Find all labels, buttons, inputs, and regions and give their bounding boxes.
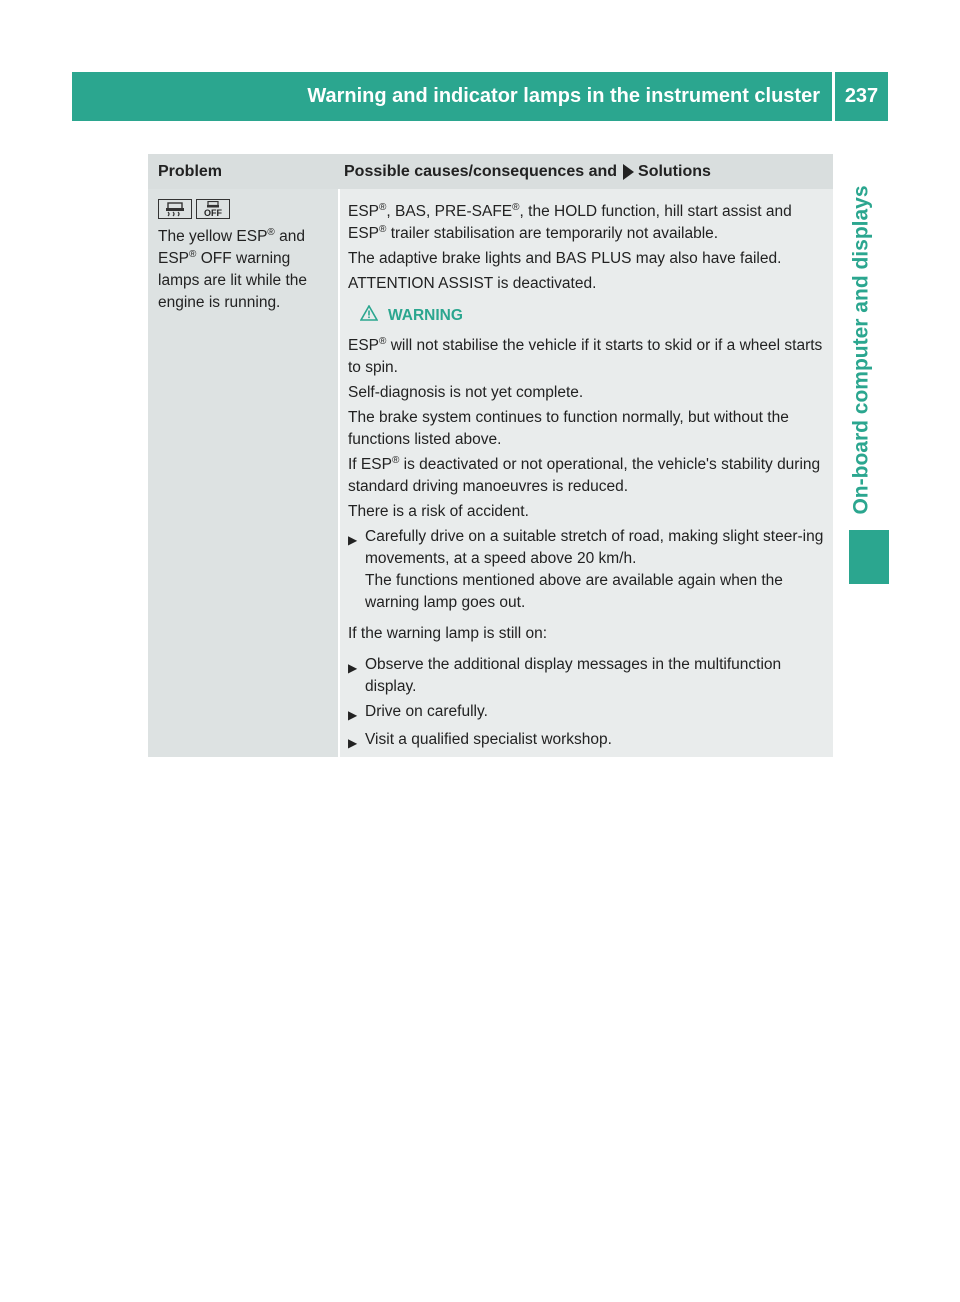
solution-para-9: If the warning lamp is still on: (348, 625, 548, 642)
esp-warning-lamp-icon (158, 199, 192, 219)
page-header-bar (72, 72, 832, 121)
problem-line-2: ESP® OFF warning (158, 248, 291, 267)
page-number: 237 (835, 72, 888, 121)
problem-line-4: engine is running. (158, 294, 281, 311)
side-tab (845, 165, 879, 535)
header-problem: Problem (158, 162, 223, 180)
table-row (148, 189, 833, 757)
side-tab-marker (849, 530, 889, 584)
warning-triangle-icon (360, 305, 378, 327)
warning-heading: WARNING (348, 305, 827, 327)
list-item: ▶ Observe the additional display messages in the multifunction display. (348, 654, 827, 698)
side-tab-label: On-board computer and displays (850, 185, 873, 515)
problem-cell (148, 189, 338, 757)
solution-para-6: The brake system continues to function normally, but without the functions listed above. (348, 409, 789, 448)
header-solutions: Possible causes/consequences and Solutions (344, 162, 711, 180)
solution-para-3: ATTENTION ASSIST is deactivated. (348, 275, 597, 292)
solution-para-7: If ESP® is deactivated or not operational, the vehicle's stability during standard driving manoeuvres is reduced. (348, 454, 821, 495)
list-item: ▶ Drive on carefully. (348, 701, 827, 726)
solution-cell (340, 189, 833, 757)
list-item: ▶ Carefully drive on a suitable stretch of road, making slight steer-ing movements, at a speed above 20 km/h. The functions mentioned above are available again when the warning lamp goes out. (348, 526, 827, 614)
solution-para-8: There is a risk of accident. (348, 503, 529, 520)
arrow-right-icon: ▶ (348, 708, 358, 722)
solution-para-2: The adaptive brake lights and BAS PLUS may also have failed. (348, 250, 782, 267)
problem-line-1: The yellow ESP® and (158, 226, 305, 245)
solution-para-4: ESP® will not stabilise the vehicle if it starts to skid or if a wheel starts to spin. (348, 335, 823, 376)
page-header-title: Warning and indicator lamps in the instrument cluster (307, 85, 820, 107)
arrow-right-icon: ▶ (348, 533, 358, 547)
list-item: ▶ Visit a qualified specialist workshop. (348, 729, 827, 754)
arrow-right-icon: ▶ (348, 736, 358, 750)
esp-off-warning-lamp-icon: OFF (196, 199, 230, 219)
lamp-icons (158, 199, 330, 219)
warning-lamp-table (148, 154, 833, 757)
solution-para-5: Self-diagnosis is not yet complete. (348, 384, 584, 401)
arrow-right-icon: ▶ (348, 661, 358, 675)
table-header-row (148, 154, 833, 189)
solution-para-1: ESP®, BAS, PRE-SAFE®, the HOLD function, hill start assist and ESP® trailer stabilisation are temporarily not available. (348, 201, 792, 242)
problem-line-3: lamps are lit while the (158, 272, 308, 289)
arrow-right-icon (623, 164, 634, 180)
